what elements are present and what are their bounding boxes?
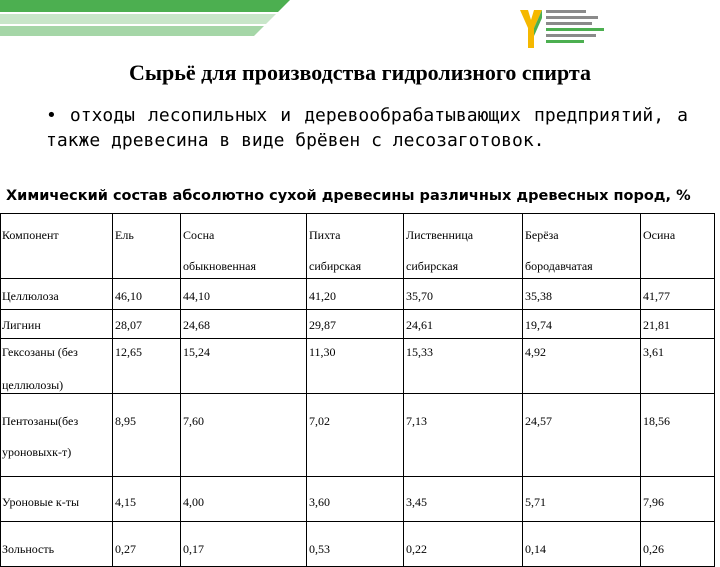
value-cell: 0,17	[181, 522, 307, 567]
value-cell: 41,77	[641, 279, 715, 310]
value-cell: 46,10	[113, 279, 181, 310]
value-cell: 21,81	[641, 310, 715, 339]
bullet-text: • отходы лесопильных и деревообрабатывающих предприятий, а также древесина в виде брёвен с лесозаготовок.	[46, 105, 688, 151]
value-cell: 7,60	[181, 394, 307, 477]
component-cell: Лигнин	[1, 310, 113, 339]
component-cell: Целлюлоза	[1, 279, 113, 310]
value-cell: 4,00	[181, 477, 307, 522]
header-cell: Компонент	[1, 214, 113, 279]
value-cell: 12,65	[113, 339, 181, 394]
value-cell: 0,22	[404, 522, 523, 567]
header-cell: Пихта сибирская	[307, 214, 404, 279]
header-cell: Сосна обыкновенная	[181, 214, 307, 279]
value-cell: 19,74	[523, 310, 641, 339]
table-row	[1, 310, 715, 339]
value-cell: 4,92	[523, 339, 641, 394]
table-header-row	[1, 214, 715, 279]
logo-mark-icon	[520, 10, 542, 48]
table-row	[1, 522, 715, 567]
value-cell: 3,60	[307, 477, 404, 522]
value-cell: 41,20	[307, 279, 404, 310]
value-cell: 11,30	[307, 339, 404, 394]
value-cell: 35,38	[523, 279, 641, 310]
value-cell: 24,68	[181, 310, 307, 339]
header-stripes	[0, 0, 300, 40]
value-cell: 15,24	[181, 339, 307, 394]
value-cell: 7,13	[404, 394, 523, 477]
component-cell: Уроновые к-ты	[1, 477, 113, 522]
header-cell: Лиственница сибирская	[404, 214, 523, 279]
university-logo	[520, 8, 620, 58]
slide-title: Сырьё для производства гидролизного спирта	[128, 60, 592, 85]
table-caption: Химический состав абсолютно сухой древесины различных древесных пород, %	[6, 188, 691, 204]
table-row	[1, 477, 715, 522]
header-cell: Осина	[641, 214, 715, 279]
value-cell: 0,26	[641, 522, 715, 567]
value-cell: 0,27	[113, 522, 181, 567]
value-cell: 28,07	[113, 310, 181, 339]
value-cell: 24,61	[404, 310, 523, 339]
value-cell: 0,53	[307, 522, 404, 567]
component-cell: Гексозаны (без целлюлозы)	[1, 339, 113, 394]
value-cell: 4,15	[113, 477, 181, 522]
value-cell: 7,96	[641, 477, 715, 522]
value-cell: 8,95	[113, 394, 181, 477]
component-cell: Пентозаны(без уроновыхк-т)	[1, 394, 113, 477]
value-cell: 3,61	[641, 339, 715, 394]
value-cell: 44,10	[181, 279, 307, 310]
value-cell: 35,70	[404, 279, 523, 310]
value-cell: 15,33	[404, 339, 523, 394]
component-cell: Зольность	[1, 522, 113, 567]
table-row	[1, 394, 715, 477]
value-cell: 18,56	[641, 394, 715, 477]
composition-table	[0, 213, 715, 567]
table-row	[1, 339, 715, 394]
header-cell: Ель	[113, 214, 181, 279]
value-cell: 0,14	[523, 522, 641, 567]
value-cell: 7,02	[307, 394, 404, 477]
value-cell: 3,45	[404, 477, 523, 522]
value-cell: 29,87	[307, 310, 404, 339]
header-cell: Берёза бородавчатая	[523, 214, 641, 279]
table-row	[1, 279, 715, 310]
value-cell: 5,71	[523, 477, 641, 522]
value-cell: 24,57	[523, 394, 641, 477]
